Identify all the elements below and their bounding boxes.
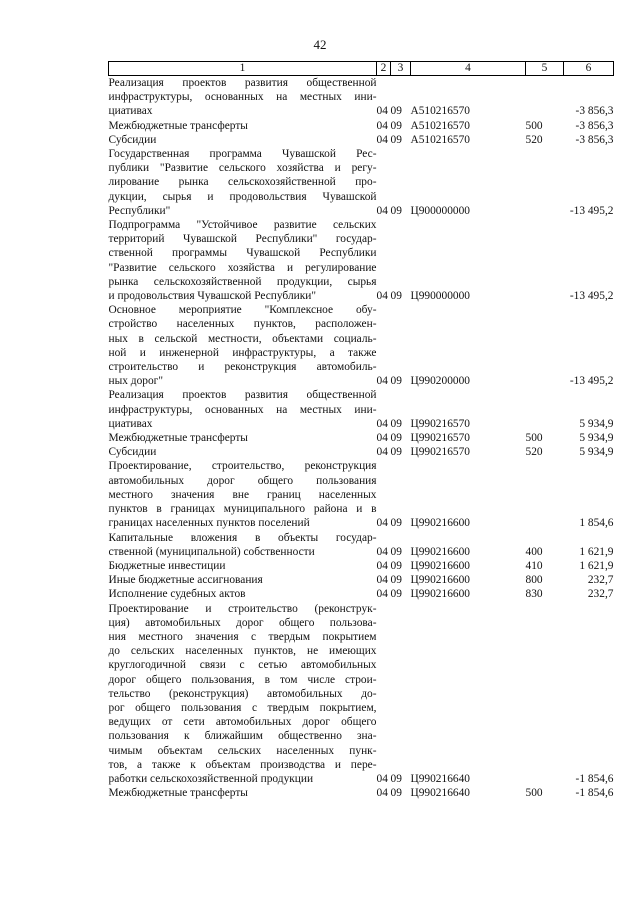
row-name: [109, 445, 377, 459]
row-expense-type: 410: [525, 559, 543, 572]
header-row: [109, 62, 614, 76]
row-name-line: циативах: [108, 417, 153, 430]
row-amount: -3 856,3: [575, 133, 614, 146]
row-amount: 5 934,9: [579, 446, 614, 459]
row-name-line: Основное мероприятие "Комплексное обу-: [108, 304, 377, 317]
row-subsection: 09: [390, 417, 402, 430]
row-name: [109, 218, 377, 303]
row-name-line: местного значения вне границ населенных: [108, 488, 377, 501]
row-name: [109, 147, 377, 218]
row-name-line: ственной программы Чувашской Республики: [108, 247, 377, 260]
row-target-item: Ц990216600: [410, 545, 470, 558]
row-name-line: до сельских населенных пунктов, не имеющих: [108, 645, 377, 658]
row-expense-type: [526, 602, 564, 787]
row-section: 04: [376, 559, 388, 572]
row-section: 04: [376, 517, 388, 530]
row-amount: 1 854,6: [579, 517, 614, 530]
row-name-line: строительство и реконструкция автомобиль-: [108, 361, 377, 374]
row-name-line: публики "Развитие сельского хозяйства и регу-: [108, 162, 377, 175]
table-row: [109, 147, 614, 218]
row-target-item: Ц990216570: [410, 417, 470, 430]
row-name-line: территорий Чувашской Республики" государ-: [108, 233, 377, 246]
row-expense-type: [526, 76, 564, 119]
row-section: 04: [376, 375, 388, 388]
row-amount: 1 621,9: [579, 545, 614, 558]
row-name-line: Государственная программа Чувашской Рес-: [108, 148, 377, 161]
row-name-line: Иные бюджетные ассигнования: [108, 574, 263, 587]
row-subsection: 09: [390, 559, 402, 572]
row-expense-type: 500: [525, 432, 543, 445]
row-expense-type: 520: [525, 133, 543, 146]
row-target-item: Ц990216570: [410, 432, 470, 445]
row-subsection: 09: [390, 787, 402, 800]
row-expense-type: 500: [525, 787, 543, 800]
row-name-line: инфраструктуры, основанных на местных ини-: [108, 403, 377, 416]
table-row: [109, 602, 614, 787]
row-expense-type: 500: [525, 119, 543, 132]
row-amount: -13 495,2: [569, 375, 614, 388]
row-name-line: стройство населенных пунктов, расположен-: [108, 318, 377, 331]
page-number: 42: [313, 37, 327, 52]
row-section: 04: [376, 772, 388, 785]
row-section: 04: [376, 417, 388, 430]
row-name-line: тельство (реконструкция) автомобильных до-: [108, 687, 377, 700]
row-subsection: 09: [390, 432, 402, 445]
row-subsection: 09: [390, 204, 402, 217]
row-name: [109, 459, 377, 530]
row-amount: 232,7: [587, 588, 614, 601]
row-amount: 232,7: [587, 574, 614, 587]
row-name: [109, 531, 377, 559]
column-header-section: 2: [377, 62, 391, 76]
row-name: [109, 587, 377, 601]
row-section: 04: [376, 105, 388, 118]
row-expense-type: [526, 147, 564, 218]
row-name-line: круглогодичной связи с сетью автомобильных: [108, 659, 377, 672]
row-name: [109, 431, 377, 445]
row-name: [109, 573, 377, 587]
row-name: [109, 76, 377, 119]
row-amount: 5 934,9: [579, 432, 614, 445]
row-name-line: работки сельскохозяйственной продукции: [108, 772, 314, 785]
row-section: 04: [376, 204, 388, 217]
row-amount: -1 854,6: [575, 787, 614, 800]
row-name-line: Проектирование, строительство, реконструкция: [108, 460, 377, 473]
row-subsection: 09: [390, 290, 402, 303]
table-row: [109, 218, 614, 303]
row-amount: -13 495,2: [569, 290, 614, 303]
row-name-line: дукции, сырья и продовольствия Чувашской: [108, 190, 377, 203]
row-name-line: и продовольствия Чувашской Республики": [108, 290, 317, 303]
row-name-line: Реализация проектов развития общественной: [108, 389, 377, 402]
row-name-line: Республики": [108, 204, 171, 217]
row-subsection: 09: [390, 772, 402, 785]
row-subsection: 09: [390, 446, 402, 459]
row-name: [109, 602, 377, 787]
row-name-line: ция) автомобильных дорог общего пользова-: [108, 616, 377, 629]
column-header-name: 1: [109, 62, 377, 76]
row-amount: -1 854,6: [575, 772, 614, 785]
row-name-line: Бюджетные инвестиции: [108, 559, 226, 572]
row-name-line: ных дорог": [108, 375, 163, 388]
row-target-item: Ц990216640: [410, 772, 470, 785]
row-target-item: Ц990216600: [410, 559, 470, 572]
row-name: [109, 388, 377, 431]
row-section: 04: [376, 545, 388, 558]
row-name-line: инфраструктуры, основанных на местных ини-: [108, 91, 377, 104]
row-section: 04: [376, 119, 388, 132]
table-body: [109, 76, 614, 801]
row-section: 04: [376, 133, 388, 146]
row-amount: 1 621,9: [579, 559, 614, 572]
row-section: 04: [376, 787, 388, 800]
row-subsection: 09: [390, 119, 402, 132]
row-subsection: 09: [390, 105, 402, 118]
row-section: 04: [376, 574, 388, 587]
row-name-line: дорог общего пользования, в том числе строи-: [108, 673, 377, 686]
row-name: [109, 119, 377, 133]
row-section: 04: [376, 588, 388, 601]
row-expense-type: [526, 388, 564, 431]
table-row: [109, 388, 614, 431]
row-expense-type: 520: [525, 446, 543, 459]
row-name-line: ных в сельской местности, объектами социаль-: [108, 332, 377, 345]
row-expense-type: 800: [525, 574, 543, 587]
column-header-amount: 6: [564, 62, 614, 76]
row-name-line: Исполнение судебных актов: [108, 588, 246, 601]
row-name-line: ственной (муниципальной) собственности: [108, 545, 315, 558]
row-name-line: ния местного значения с твердым покрытием: [108, 630, 377, 643]
row-name-line: чимым объектам сельских населенных пунк-: [108, 744, 377, 757]
row-name-line: границах населенных пунктов поселений: [108, 517, 310, 530]
row-name: [109, 786, 377, 800]
row-target-item: Ц990216570: [410, 446, 470, 459]
table-row: [109, 133, 614, 147]
row-section: 04: [376, 446, 388, 459]
row-target-item: А510216570: [410, 105, 470, 118]
row-name-line: пользования к ближайшим общественно зна-: [108, 730, 377, 743]
row-amount: -13 495,2: [569, 204, 614, 217]
table-row: [109, 559, 614, 573]
row-expense-type: [526, 218, 564, 303]
row-name-line: Межбюджетные трансферты: [108, 432, 248, 445]
table-row: [109, 531, 614, 559]
row-subsection: 09: [390, 375, 402, 388]
budget-table: [108, 61, 614, 800]
row-target-item: А510216570: [410, 133, 470, 146]
table-row: [109, 587, 614, 601]
row-target-item: Ц990216600: [410, 517, 470, 530]
row-amount: 5 934,9: [579, 417, 614, 430]
row-name: [109, 559, 377, 573]
column-header-subsection: 3: [391, 62, 411, 76]
row-subsection: 09: [390, 517, 402, 530]
row-name: [109, 133, 377, 147]
row-amount: -3 856,3: [575, 119, 614, 132]
row-name: [109, 303, 377, 388]
row-section: 04: [376, 290, 388, 303]
row-amount: -3 856,3: [575, 105, 614, 118]
row-subsection: 09: [390, 574, 402, 587]
table-row: [109, 76, 614, 119]
row-subsection: 09: [390, 133, 402, 146]
row-name-line: Реализация проектов развития общественной: [108, 77, 377, 89]
row-target-item: Ц990200000: [410, 375, 470, 388]
row-expense-type: 830: [525, 588, 543, 601]
row-name-line: Капитальные вложения в объекты государ-: [108, 531, 377, 544]
table-row: [109, 445, 614, 459]
row-name-line: лирование рынка сельскохозяйственной про-: [108, 176, 377, 189]
row-subsection: 09: [390, 545, 402, 558]
table-row: [109, 786, 614, 800]
row-target-item: Ц900000000: [410, 204, 470, 217]
table-row: [109, 119, 614, 133]
row-name-line: ведущих от сети автомобильных дорог общего: [108, 716, 377, 729]
row-target-item: Ц990216640: [410, 787, 470, 800]
table-row: [109, 303, 614, 388]
row-name-line: Межбюджетные трансферты: [108, 787, 248, 800]
row-expense-type: 400: [525, 545, 543, 558]
row-name-line: рог общего пользования с твердым покрытием,: [108, 701, 377, 714]
row-name-line: Подпрограмма "Устойчивое развитие сельских: [108, 219, 377, 232]
row-name-line: Проектирование и строительство (реконструк-: [108, 602, 377, 615]
row-name-line: Субсидии: [108, 133, 157, 146]
row-target-item: Ц990216600: [410, 574, 470, 587]
table-row: [109, 459, 614, 530]
row-subsection: 09: [390, 588, 402, 601]
row-name-line: автомобильных дорог общего пользования: [108, 474, 377, 487]
row-name-line: рынка сельскохозяйственной продукции, сырья: [108, 275, 377, 288]
column-header-target-item: 4: [411, 62, 526, 76]
row-target-item: Ц990216600: [410, 588, 470, 601]
row-expense-type: [526, 303, 564, 388]
row-target-item: Ц990000000: [410, 290, 470, 303]
row-expense-type: [526, 459, 564, 530]
table-row: [109, 431, 614, 445]
row-name-line: Субсидии: [108, 446, 157, 459]
row-name-line: ной и инженерной инфраструктуры, а также: [108, 346, 377, 359]
row-name-line: циативах: [108, 105, 153, 118]
row-name-line: Межбюджетные трансферты: [108, 119, 248, 132]
table-row: [109, 573, 614, 587]
row-name-line: тов, а также к объектам производства и пере-: [108, 758, 377, 771]
row-name-line: "Развитие сельского хозяйства и регулирование: [108, 261, 377, 274]
row-section: 04: [376, 432, 388, 445]
row-target-item: А510216570: [410, 119, 470, 132]
column-header-expense-type: 5: [526, 62, 564, 76]
row-name-line: пунктов в границах муниципального района и в: [108, 503, 377, 516]
